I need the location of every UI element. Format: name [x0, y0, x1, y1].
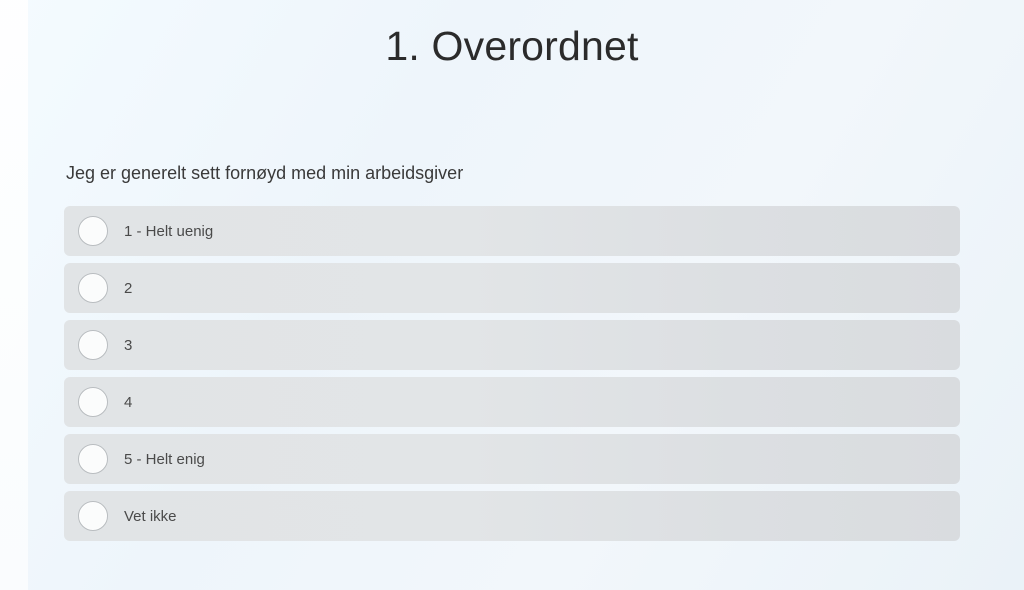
option-label: 5 - Helt enig	[124, 450, 205, 468]
radio-button-icon[interactable]	[78, 330, 108, 360]
option-row-3[interactable]	[64, 320, 960, 370]
page-left-edge	[0, 0, 28, 590]
page-title: 1. Overordnet	[385, 23, 639, 69]
option-label: 3	[124, 336, 133, 354]
radio-button-icon[interactable]	[78, 216, 108, 246]
radio-button-icon[interactable]	[78, 444, 108, 474]
radio-button-icon[interactable]	[78, 501, 108, 531]
survey-content	[64, 71, 960, 541]
question-text: Jeg er generelt sett fornøyd med min arbeidsgiver	[66, 163, 464, 184]
option-label: 1 - Helt uenig	[124, 222, 214, 240]
option-row-5[interactable]	[64, 434, 960, 484]
options-list	[64, 206, 960, 541]
option-label: 4	[124, 393, 133, 411]
option-row-2[interactable]	[64, 263, 960, 313]
option-row-6[interactable]	[64, 491, 960, 541]
radio-button-icon[interactable]	[78, 273, 108, 303]
option-label: 2	[124, 279, 133, 297]
option-label: Vet ikke	[124, 507, 177, 525]
option-row-1[interactable]	[64, 206, 960, 256]
radio-button-icon[interactable]	[78, 387, 108, 417]
option-row-4[interactable]	[64, 377, 960, 427]
